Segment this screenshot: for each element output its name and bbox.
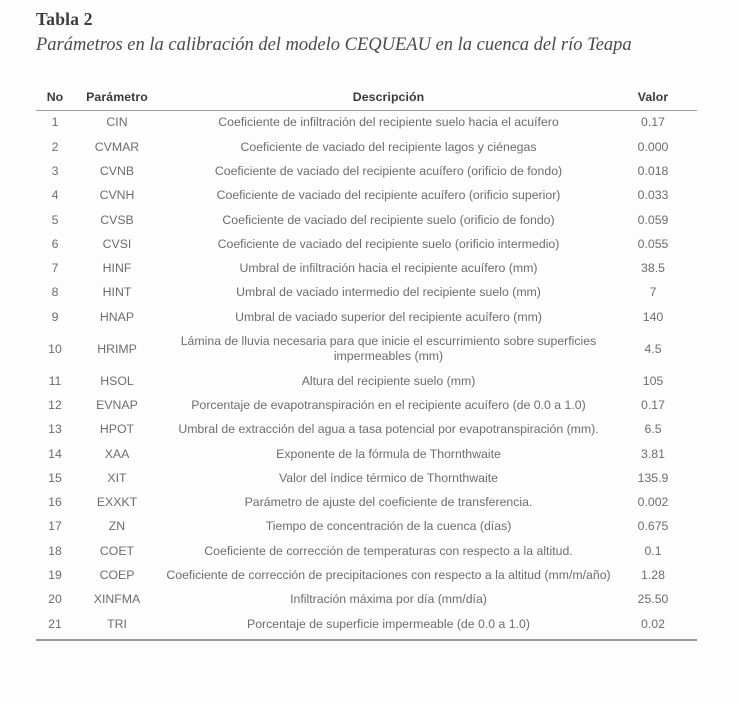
column-header-desc: Descripción (160, 90, 617, 111)
cell-value: 0.000 (637, 139, 669, 154)
cell-row-number: 2 (51, 139, 59, 154)
cell-parameter: COEP (99, 567, 135, 582)
cell-row-number: 8 (51, 285, 59, 300)
cell-value: 140 (642, 309, 664, 324)
cell-description: Coeficiente de vaciado del recipiente suelo (orificio de fondo) (222, 212, 555, 227)
table-row (36, 466, 697, 490)
cell-parameter: HPOT (99, 422, 135, 437)
cell-description: Coeficiente de vaciado del recipiente lagos y ciénegas (240, 139, 537, 154)
cell-description: Coeficiente de corrección de temperaturas con respecto a la altitud. (204, 543, 573, 558)
table-number-label: Tabla 2 (36, 9, 93, 29)
cell-parameter: CVMAR (94, 139, 140, 154)
cell-parameter: XIT (107, 470, 127, 485)
cell-description: Umbral de vaciado intermedio del recipiente suelo (mm) (236, 285, 541, 300)
cell-value: 6.5 (644, 422, 662, 437)
table-row (36, 184, 697, 208)
table-caption-block (36, 8, 706, 58)
table-row (36, 539, 697, 563)
cell-description: Umbral de vaciado superior del recipiente acuífero (mm) (235, 309, 542, 324)
cell-value: 0.059 (637, 212, 669, 227)
cell-parameter: EXXKT (96, 495, 138, 510)
cell-row-number: 10 (48, 341, 62, 356)
cell-parameter: HRIMP (97, 341, 137, 356)
column-header-value: Valor (617, 90, 697, 111)
cell-row-number: 21 (48, 616, 62, 631)
cell-value: 0.033 (637, 188, 669, 203)
cell-parameter: CVSB (100, 212, 134, 227)
cell-row-number: 3 (51, 163, 59, 178)
cell-parameter: HSOL (100, 373, 134, 388)
cell-description: Infiltración máxima por día (mm/día) (290, 592, 487, 607)
cell-row-number: 4 (51, 188, 59, 203)
cell-description (160, 330, 617, 370)
parameters-table (36, 90, 697, 636)
cell-description: Porcentaje de superficie impermeable (de 0.0 a 1.0) (247, 616, 530, 631)
cell-description: Coeficiente de vaciado del recipiente acuífero (orificio superior) (216, 188, 561, 203)
cell-parameter: CIN (106, 115, 128, 130)
cell-row-number: 14 (48, 446, 62, 461)
cell-row-number: 12 (48, 397, 62, 412)
table-row (36, 515, 697, 539)
cell-row-number: 15 (48, 470, 62, 485)
cell-parameter: COET (99, 543, 135, 558)
table-header-row (36, 90, 697, 111)
table-title: Parámetros en la calibración del modelo CEQUEAU en la cuenca del río Teapa (36, 35, 632, 55)
table-row (36, 418, 697, 442)
cell-description: Porcentaje de evapotranspiración en el recipiente acuífero (de 0.0 a 1.0) (191, 397, 586, 412)
cell-row-number: 5 (51, 212, 59, 227)
cell-parameter: CVSI (102, 236, 132, 251)
cell-value: 135.9 (637, 470, 669, 485)
table-row (36, 135, 697, 159)
cell-parameter: ZN (108, 519, 126, 534)
table-row (36, 369, 697, 393)
cell-parameter: XINFMA (93, 592, 141, 607)
table-row (36, 442, 697, 466)
cell-row-number: 20 (48, 592, 62, 607)
cell-value: 0.018 (637, 163, 669, 178)
cell-parameter: HINF (102, 261, 132, 276)
cell-value: 3.81 (641, 446, 665, 461)
cell-parameter: CVNH (99, 188, 135, 203)
cell-value: 1.28 (641, 567, 665, 582)
table-row (36, 588, 697, 612)
cell-description: Umbral de extracción del agua a tasa potencial por evapotranspiración (mm). (178, 422, 599, 437)
cell-description: Coeficiente de infiltración del recipiente suelo hacia el acuífero (218, 115, 559, 130)
cell-row-number: 6 (51, 236, 59, 251)
cell-value: 38.5 (641, 261, 665, 276)
cell-value: 7 (649, 285, 657, 300)
cell-row-number: 11 (48, 373, 62, 388)
cell-row-number: 16 (48, 495, 62, 510)
table-row (36, 160, 697, 184)
cell-row-number: 9 (51, 309, 59, 324)
cell-value: 0.17 (641, 115, 665, 130)
cell-value: 0.1 (644, 543, 662, 558)
cell-row-number: 18 (48, 543, 62, 558)
cell-parameter: HINT (102, 285, 132, 300)
column-header-param: Parámetro (74, 90, 160, 111)
cell-description-text: Coeficiente de corrección de precipitaciones con respecto a la altitud (mm/m/año) (166, 567, 611, 582)
cell-value: 105 (642, 373, 664, 388)
cell-value: 0.055 (637, 236, 669, 251)
cell-row-number: 1 (51, 115, 59, 130)
table-row (36, 281, 697, 305)
cell-row-number: 19 (48, 567, 62, 582)
cell-parameter: HNAP (99, 309, 135, 324)
table-bottom-rule (36, 639, 697, 641)
cell-value: 0.17 (641, 397, 665, 412)
cell-description: Coeficiente de vaciado del recipiente suelo (orificio intermedio) (217, 236, 560, 251)
table-row (36, 208, 697, 232)
cell-description: Valor del índice térmico de Thornthwaite (279, 470, 498, 485)
cell-row-number: 7 (51, 261, 59, 276)
table-row (36, 612, 697, 636)
column-header-no: No (36, 90, 74, 111)
table-body (36, 111, 697, 637)
cell-row-number: 13 (48, 422, 62, 437)
cell-parameter: TRI (107, 616, 127, 631)
cell-value: 0.002 (637, 495, 669, 510)
cell-row-number: 17 (48, 519, 62, 534)
cell-value: 25.50 (637, 592, 669, 607)
table-row (36, 394, 697, 418)
cell-description: Tiempo de concentración de la cuenca (días) (265, 519, 512, 534)
cell-parameter: CVNB (99, 163, 135, 178)
cell-value: 0.675 (637, 519, 669, 534)
table-row (36, 330, 697, 370)
cell-value: 0.02 (641, 616, 665, 631)
cell-description: Exponente de la fórmula de Thornthwaite (276, 446, 501, 461)
cell-value: 4.5 (644, 341, 662, 356)
cell-parameter: EVNAP (96, 397, 138, 412)
cell-description: Umbral de infiltración hacia el recipiente acuífero (mm) (239, 261, 538, 276)
cell-description: Coeficiente de vaciado del recipiente acuífero (orificio de fondo) (214, 163, 563, 178)
parameters-table-wrapper (36, 90, 697, 636)
table-row (36, 305, 697, 329)
cell-description (160, 564, 617, 588)
table-row (36, 491, 697, 515)
cell-description: Parámetro de ajuste del coeficiente de transferencia. (244, 495, 533, 510)
table-row (36, 257, 697, 281)
table-row (36, 564, 697, 588)
cell-description: Altura del recipiente suelo (mm) (301, 373, 476, 388)
table-row (36, 111, 697, 136)
table-head (36, 90, 697, 111)
cell-description-text: Lámina de lluvia necesaria para que inicie el escurrimiento sobre superficies impermeables (mm) (180, 333, 597, 364)
table-row (36, 232, 697, 256)
cell-parameter: XAA (104, 446, 130, 461)
